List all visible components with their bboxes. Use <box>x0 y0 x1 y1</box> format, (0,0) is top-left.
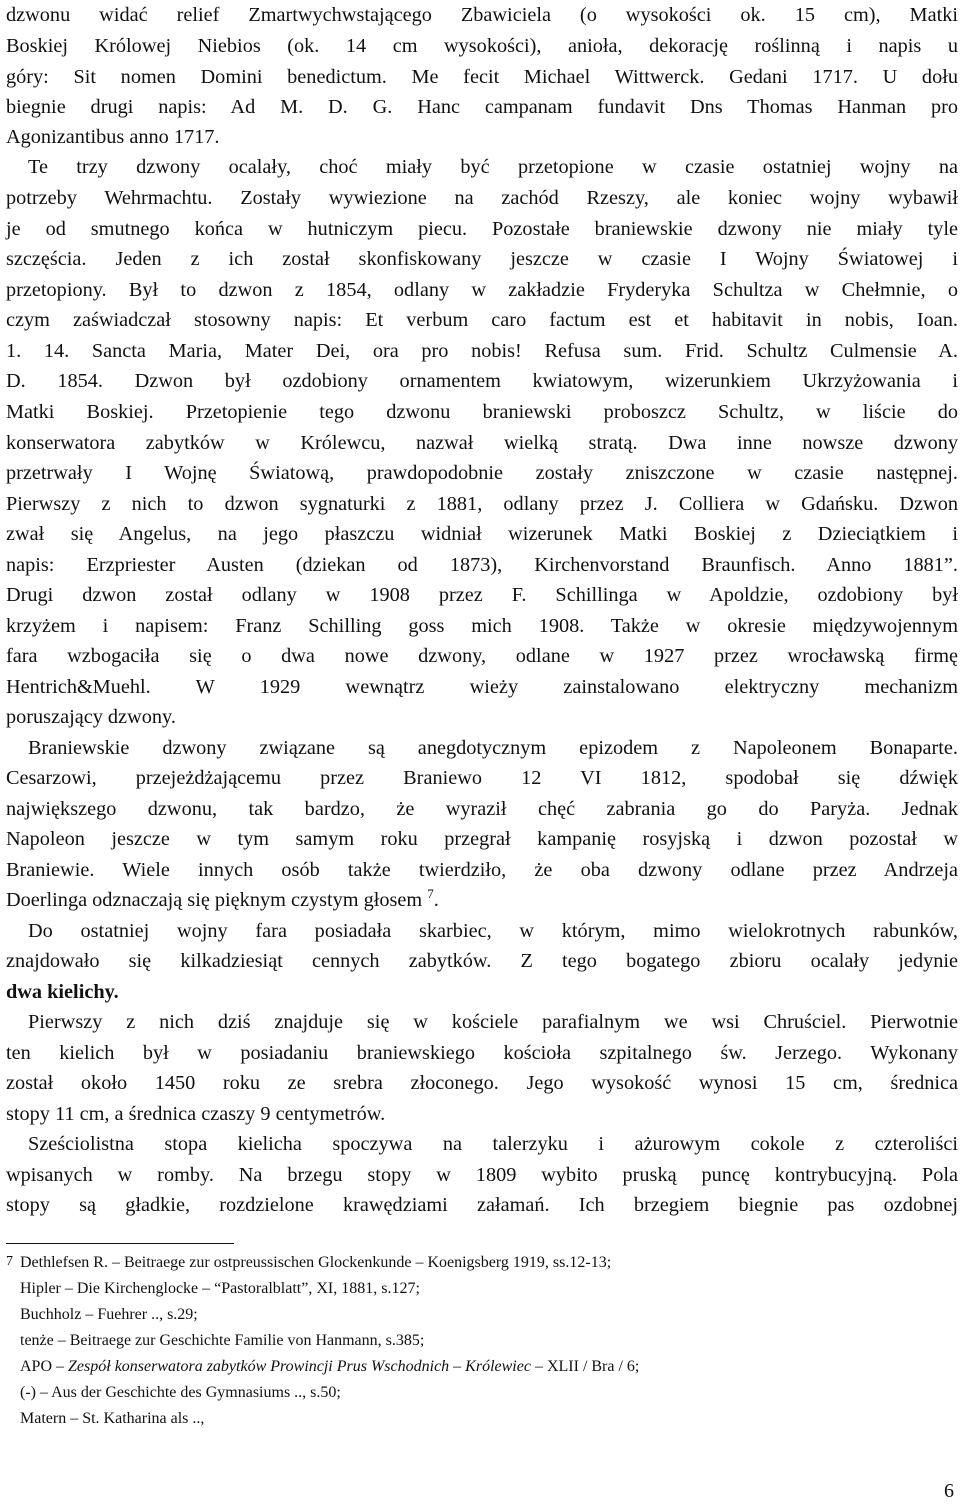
body-line: został około 1450 roku ze srebra złoconego. Jego wysokość wynosi 15 cm, średnica <box>6 1072 958 1094</box>
body-line: dzwonu widać relief Zmartwychwstającego Zbawiciela (o wysokości ok. 15 cm), Matki <box>6 4 958 26</box>
footnote-line: Dethlefsen R. – Beitraege zur ostpreussischen Glockenkunde – Koenigsberg 1919, ss.12-13; <box>20 1254 612 1271</box>
body-line: największego dzwonu, tak bardzo, że wyraził chęć zabrania go do Paryża. Jednak <box>6 798 958 820</box>
body-line: ten kielich był w posiadaniu braniewskiego kościoła szpitalnego św. Jerzego. Wykonany <box>6 1042 958 1064</box>
body-line: potrzeby Wehrmachtu. Zostały wywiezione na zachód Rzeszy, ale koniec wojny wybawił <box>6 187 958 209</box>
body-line: 1. 14. Sancta Maria, Mater Dei, ora pro nobis! Refusa sum. Frid. Schultz Culmensie A. <box>6 340 958 362</box>
body-line: Matki Boskiej. Przetopienie tego dzwonu braniewski proboszcz Schultz, w liście do <box>6 401 958 423</box>
body-line: je od smutnego końca w hutniczym piecu. Pozostałe braniewskie dzwony nie miały tyle <box>6 218 958 240</box>
body-line: biegnie drugi napis: Ad M. D. G. Hanc campanam fundavit Dns Thomas Hanman pro <box>6 96 958 118</box>
footnote-line: (-) – Aus der Geschichte des Gymnasiums .., s.50; <box>20 1384 341 1401</box>
body-line: stopy 11 cm, a średnica czaszy 9 centymetrów. <box>6 1103 386 1125</box>
body-line: Cesarzowi, przejeżdżającemu przez Braniewo 12 VI 1812, spodobał się dźwięk <box>6 767 958 789</box>
body-line: Braniewie. Wiele innych osób także twierdziło, że oba dzwony odlane przez Andrzeja <box>6 859 958 881</box>
footnote-line: Hipler – Die Kirchenglocke – “Pastoralblatt”, XI, 1881, s.127; <box>20 1280 420 1297</box>
body-line: krzyżem i napisem: Franz Schilling goss mich 1908. Także w okresie międzywojennym <box>6 615 958 637</box>
body-line: Agonizantibus anno 1717. <box>6 126 220 148</box>
body-line-with-footnote-ref: Doerlinga odznaczają się pięknym czystym głosem $^7$. <box>6 886 439 911</box>
body-line: Napoleon jeszcze w tym samym roku przegrał kampanię rosyjską i dzwon pozostał w <box>6 828 958 850</box>
footnote-text: APO – <box>20 1358 69 1375</box>
body-line: góry: Sit nomen Domini benedictum. Me fecit Michael Wittwerck. Gedani 1717. U dołu <box>6 66 958 88</box>
footnote-text: – XLII / Bra / 6; <box>530 1358 640 1375</box>
body-line: Boskiej Królowej Niebios (ok. 14 cm wysokości), anioła, dekorację roślinną i napis u <box>6 35 958 57</box>
footnote-number: 7 <box>6 1254 13 1269</box>
body-line: stopy są gładkie, rozdzielone krawędziami załamań. Ich brzegiem biegnie pas ozdobnej <box>6 1194 958 1216</box>
body-line: Drugi dzwon został odlany w 1908 przez F. Schillinga w Apoldzie, ozdobiony był <box>6 584 958 606</box>
body-line: przetopiony. Był to dzwon z 1854, odlany w zakładzie Fryderyka Schultza w Chełmnie, o <box>6 279 958 301</box>
body-line: fara wzbogaciła się o dwa nowe dzwony, odlane w 1927 przez wrocławską firmę <box>6 645 958 667</box>
body-line-text: Doerlinga odznaczają się pięknym czystym głosem <box>6 889 423 911</box>
body-line: napis: Erzpriester Austen (dziekan od 1873), Kirchenvorstand Braunfisch. Anno 1881”. <box>6 554 958 576</box>
body-line: Te trzy dzwony ocalały, choć miały być przetopione w czasie ostatniej wojny na <box>28 156 958 178</box>
body-line: Hentrich&Muehl. W 1929 wewnątrz wieży zainstalowano elektryczny mechanizm <box>6 676 958 698</box>
body-line: poruszający dzwony. <box>6 706 176 728</box>
footnote-line-mixed <box>20 1354 639 1379</box>
body-line: wpisanych w romby. Na brzegu stopy w 1809 wybito pruską puncę kontrybucyjną. Pola <box>6 1164 958 1186</box>
footnote-line: Matern – St. Katharina als .., <box>20 1410 205 1427</box>
body-line: szczęścia. Jeden z ich został skonfiskowany jeszcze w czasie I Wojny Światowej i <box>6 248 958 270</box>
footnote-line: Buchholz – Fuehrer .., s.29; <box>20 1306 198 1323</box>
body-line: znajdowało się kilkadziesiąt cennych zabytków. Z tego bogatego zbioru ocalały jedynie <box>6 950 958 972</box>
body-line-bold: dwa kielichy. <box>6 981 119 1003</box>
body-line: Sześciolistna stopa kielicha spoczywa na talerzyku i ażurowym cokole z czteroliści <box>28 1133 958 1155</box>
footnote-italic-text: Zespół konserwatora zabytków Prowincji Prus Wschodnich – Królewiec <box>68 1358 531 1375</box>
body-line: konserwatora zabytków w Królewcu, nazwał wielką stratą. Dwa inne nowsze dzwony <box>6 432 958 454</box>
footnote-line: tenże – Beitraege zur Geschichte Familie von Hanmann, s.385; <box>20 1332 425 1349</box>
body-line: Pierwszy z nich dziś znajduje się w kościele parafialnym we wsi Chruściel. Pierwotnie <box>28 1011 958 1033</box>
body-line: Braniewskie dzwony związane są anegdotycznym epizodem z Napoleonem Bonaparte. <box>28 737 958 759</box>
body-line: D. 1854. Dzwon był ozdobiony ornamentem kwiatowym, wizerunkiem Ukrzyżowania i <box>6 370 958 392</box>
footnote-separator <box>6 1243 234 1244</box>
body-line: Pierwszy z nich to dzwon sygnaturki z 1881, odlany przez J. Colliera w Gdańsku. Dzwon <box>6 493 958 515</box>
body-line: przetrwały I Wojnę Światową, prawdopodobnie zostały zniszczone w czasie następnej. <box>6 462 958 484</box>
body-line: czym zaświadczał stosowny napis: Et verbum caro factum est et habitavit in nobis, Ioan. <box>6 309 958 331</box>
body-line: Do ostatniej wojny fara posiadała skarbiec, w którym, mimo wielokrotnych rabunków, <box>28 920 958 942</box>
page-number: 6 <box>944 1480 954 1502</box>
footnote-ref: 7 <box>427 886 434 901</box>
body-line: zwał się Angelus, na jego płaszczu widniał wizerunek Matki Boskiej z Dzieciątkiem i <box>6 523 958 545</box>
